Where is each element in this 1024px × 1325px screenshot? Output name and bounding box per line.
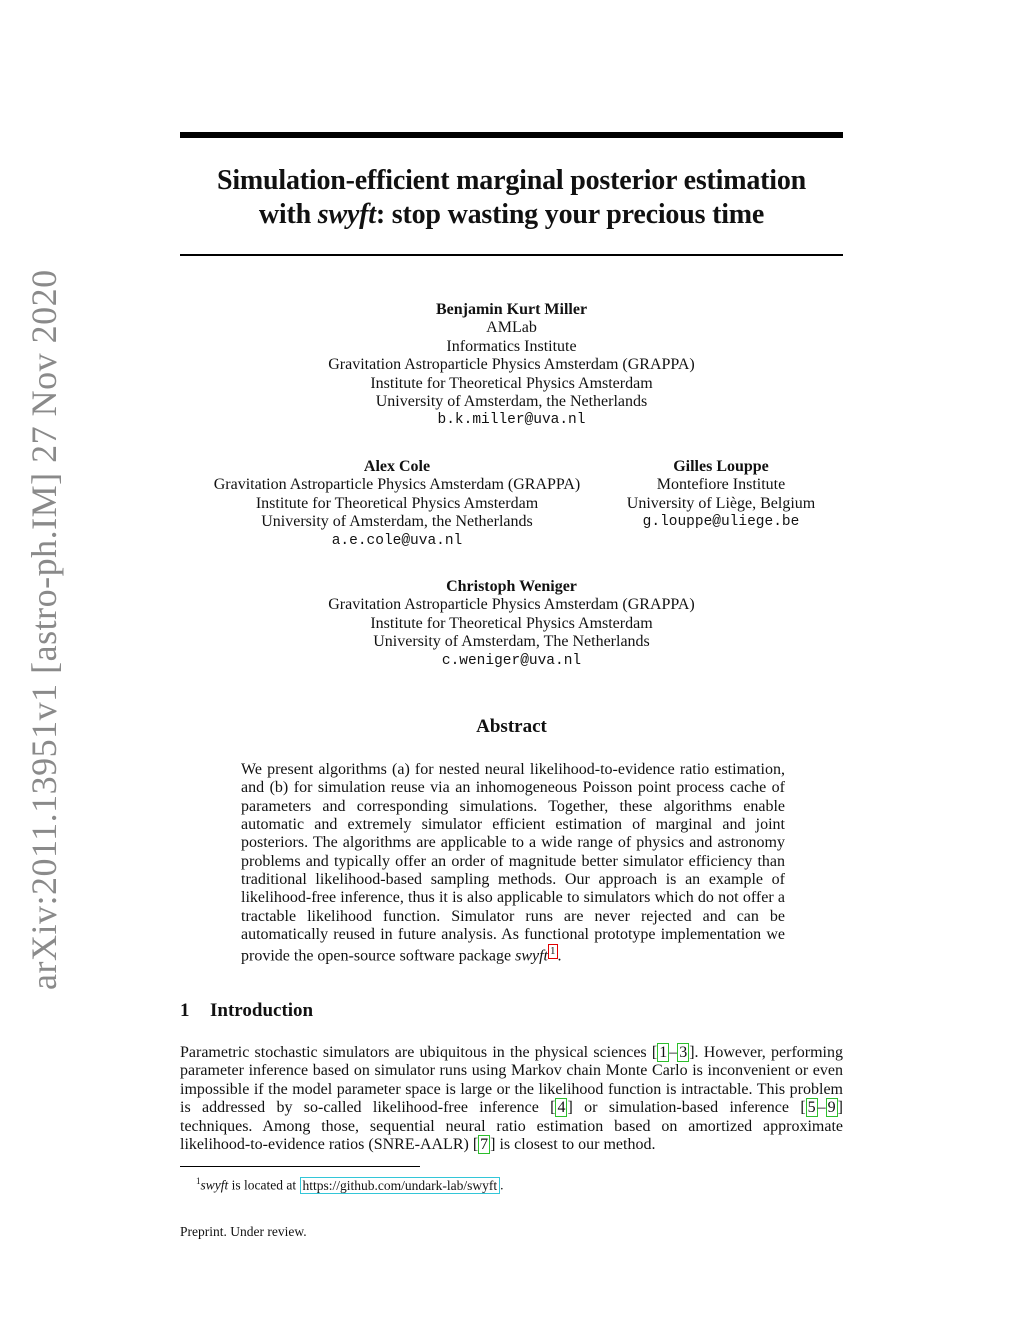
author-affiliation: University of Amsterdam, the Netherlands [261, 513, 533, 531]
author-name: Alex Cole [363, 458, 431, 475]
citation-link[interactable]: 7 [480, 1136, 489, 1154]
author-block-miller [180, 301, 843, 430]
abstract-end: . [557, 947, 562, 965]
footnote-text: is located at [228, 1177, 300, 1193]
author-email[interactable]: a.e.cole@uva.nl [331, 532, 463, 549]
github-link[interactable]: https://github.com/undark-lab/swyft [300, 1177, 501, 1194]
arxiv-stamp: arXiv:2011.13951v1 [astro-ph.IM] 27 Nov 2020 [24, 269, 64, 990]
title-top-rule [180, 132, 843, 138]
citation-link[interactable]: 1 [659, 1044, 668, 1061]
title-line-2-suffix: : stop wasting your precious time [375, 199, 765, 230]
abstract-heading: Abstract [476, 716, 547, 737]
section-number: 1 [180, 1000, 190, 1021]
author-affiliation: University of Amsterdam, the Netherlands [375, 393, 648, 411]
section-heading-introduction [180, 1000, 313, 1022]
preprint-notice: Preprint. Under review. [180, 1224, 307, 1239]
citation-link[interactable]: 3 [679, 1044, 688, 1061]
author-affiliation: AMLab [486, 319, 537, 337]
abstract-body [241, 761, 785, 966]
author-affiliation: Informatics Institute [446, 337, 577, 355]
author-email[interactable]: g.louppe@uliege.be [642, 514, 800, 531]
author-affiliation: Institute for Theoretical Physics Amsterdam [370, 374, 653, 392]
intro-text: Parametric stochastic simulators are ubiquitous in the physical sciences [ [180, 1044, 658, 1061]
author-affiliation: Gravitation Astroparticle Physics Amsterdam (GRAPPA) [328, 596, 695, 614]
footnote-swyft: swyft [200, 1177, 229, 1193]
author-affiliation: Institute for Theoretical Physics Amsterdam [255, 494, 539, 512]
author-email[interactable]: b.k.miller@uva.nl [437, 412, 586, 429]
author-affiliation: University of Amsterdam, The Netherlands [373, 633, 650, 651]
title-line-2-prefix: with [258, 199, 318, 230]
footnote-link[interactable]: 1 [550, 945, 556, 958]
author-affiliation: Institute for Theoretical Physics Amsterdam [370, 614, 653, 632]
introduction-paragraph [180, 1044, 843, 1154]
intro-text: ]. However, performing parameter inference based on simulator runs using Markov chain Monte Carlo is inconvenient or even impossible if the model parameter space is large or the likelihood function is intractable. This problem is addressed by so-called likelihood-free inference [ [180, 1044, 843, 1117]
author-email[interactable]: c.weniger@uva.nl [441, 652, 582, 669]
intro-text: – [817, 1099, 826, 1117]
author-affiliation: University of Liège, Belgium [626, 494, 816, 512]
author-affiliation: Gravitation Astroparticle Physics Amsterdam (GRAPPA) [213, 476, 581, 494]
author-name: Christoph Weniger [446, 578, 577, 595]
title-line-1: Simulation-efficient marginal posterior estimation [216, 165, 807, 196]
footnote-end: . [500, 1177, 504, 1193]
abstract-text: We present algorithms (a) for nested neural likelihood-to-evidence ratio estimation, and (b) for simulation reuse via an inhomogeneous Poisson point process cache of parameters and corresponding simulations. Together, these algorithms enable automatic and extremely simulator efficient estimation of marginal and joint posteriors. The algorithms are applicable to a wide range of physics and astronomy problems and typically offer an order of magnitude better simulator efficiency than traditional likelihood-based sampling methods. Our approach is an example of likelihood-free inference, thus it is also applicable to simulators which do not offer a tractable likelihood function. Simulator runs are never rejected and can be automatically reused in future analysis. As functional prototype implementation we provide the open-source software package [241, 761, 785, 965]
author-affiliation: Montefiore Institute [656, 476, 786, 494]
citation-link[interactable]: 9 [827, 1099, 836, 1117]
author-name: Gilles Louppe [673, 458, 769, 475]
title-bottom-rule [180, 254, 843, 256]
intro-text: ] is closest to our method. [490, 1136, 656, 1154]
citation-link[interactable]: 5 [807, 1099, 816, 1117]
footnote-mark: 1 [196, 1176, 201, 1186]
intro-text: ] or simulation-based inference [ [567, 1099, 806, 1117]
section-title: Introduction [210, 1000, 314, 1021]
abstract-package-name: swyft [515, 947, 548, 965]
title-line-2 [180, 198, 843, 232]
author-name: Benjamin Kurt Miller [435, 301, 588, 318]
footnote-rule [180, 1166, 420, 1167]
author-block-cole [196, 458, 598, 550]
author-block-weniger [180, 578, 843, 670]
intro-text: – [669, 1044, 678, 1061]
footnote [196, 1172, 503, 1195]
title-swyft: swyft [317, 199, 376, 230]
citation-link[interactable]: 4 [557, 1099, 566, 1117]
intro-text: ] techniques. Among those, sequential neural ratio estimation based on amortized approximate likelihood-to-evidence ratios (SNRE-AALR) [ [180, 1099, 843, 1154]
paper-title [180, 164, 843, 232]
author-affiliation: Gravitation Astroparticle Physics Amsterdam (GRAPPA) [328, 356, 695, 374]
author-block-louppe [612, 458, 830, 532]
